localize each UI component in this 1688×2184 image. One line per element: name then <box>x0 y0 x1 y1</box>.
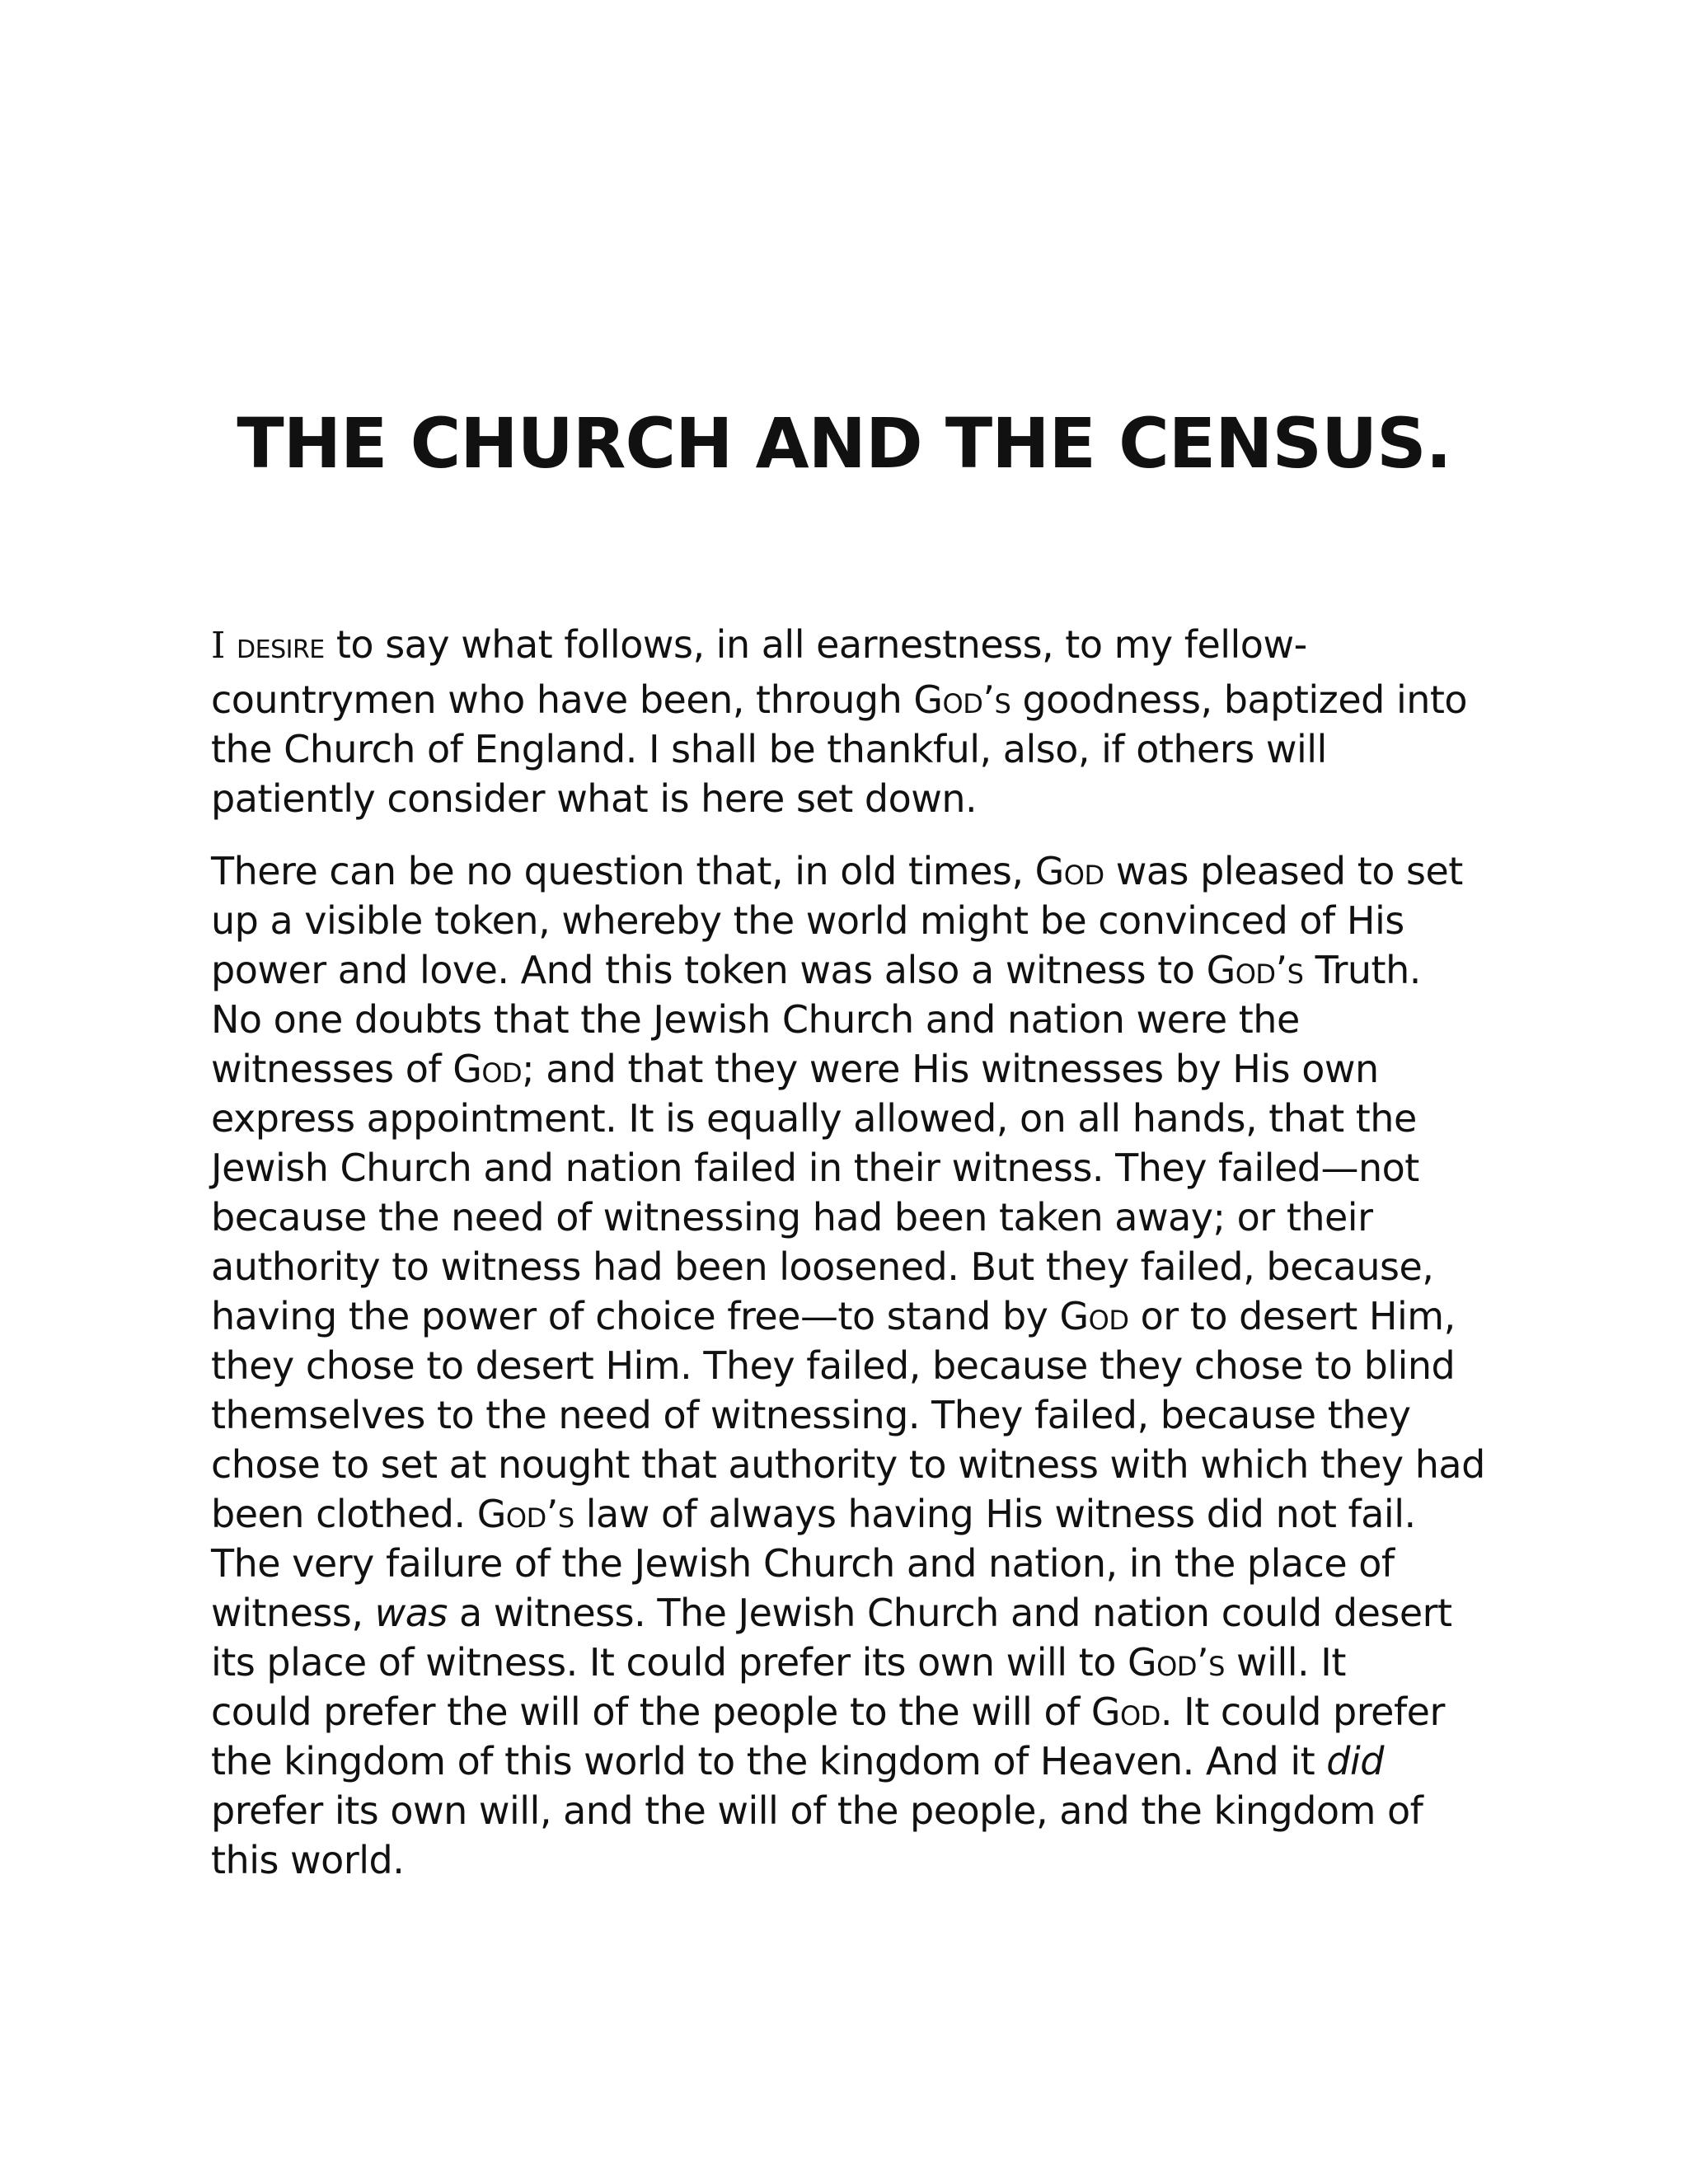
small-caps-word: God’s <box>1128 1640 1225 1685</box>
text-line <box>211 1044 1497 1094</box>
text-run: been clothed. <box>211 1492 477 1536</box>
text-run: prefer its own will, and the will of the people, and the kingdom of <box>211 1788 1423 1833</box>
text-run: a witness. The Jewish Church and nation could desert <box>447 1591 1452 1635</box>
text-run: patiently consider what is here set down. <box>211 776 978 821</box>
text-run: witnesses of <box>211 1047 453 1091</box>
text-run: Jewish Church and nation failed in their witness. They failed—not <box>211 1146 1419 1190</box>
text-line <box>211 675 1497 724</box>
text-line <box>211 774 1497 823</box>
text-run: this world. <box>211 1838 405 1882</box>
text-run: No one doubts that the Jewish Church and nation were the <box>211 997 1300 1042</box>
text-line <box>211 1736 1497 1786</box>
small-caps-word: God’s <box>1206 948 1304 992</box>
text-run: themselves to the need of witnessing. They failed, because they <box>211 1393 1411 1437</box>
text-run: will. It <box>1224 1640 1346 1685</box>
text-run: law of always having His witness did not fail. <box>574 1492 1416 1536</box>
text-line <box>211 724 1497 774</box>
text-line <box>211 1390 1497 1440</box>
text-line <box>211 1835 1497 1885</box>
text-line <box>211 1489 1497 1539</box>
text-run: countrymen who have been, through <box>211 677 914 722</box>
text-line <box>211 1588 1497 1638</box>
text-line <box>211 995 1497 1044</box>
text-line <box>211 1786 1497 1835</box>
text-line <box>211 1291 1497 1341</box>
text-line <box>211 1440 1497 1489</box>
text-run: up a visible token, whereby the world might be convinced of His <box>211 898 1404 943</box>
small-caps-word: God <box>452 1047 523 1091</box>
text-run: authority to witness had been loosened. But they failed, because, <box>211 1244 1434 1289</box>
text-run: witness, <box>211 1591 375 1635</box>
text-run: the kingdom of this world to the kingdom of Heaven. And it <box>211 1739 1327 1783</box>
text-run: . It could prefer <box>1160 1690 1445 1734</box>
text-line <box>211 896 1497 945</box>
text-run: express appointment. It is equally allowed, on all hands, that the <box>211 1096 1417 1141</box>
text-line <box>211 1687 1497 1736</box>
italic-emphasis: did <box>1326 1739 1384 1783</box>
paragraph-1 <box>211 620 1497 823</box>
small-caps-word: God’s <box>913 677 1011 722</box>
text-run: could prefer the will of the people to the will of <box>211 1690 1091 1734</box>
text-line <box>211 945 1497 995</box>
text-line <box>211 1193 1497 1242</box>
text-run: chose to set at nought that authority to witness with which they had <box>211 1442 1485 1487</box>
text-run <box>225 622 237 667</box>
text-run: ; and that they were His witnesses by His own <box>522 1047 1379 1091</box>
text-run: its place of witness. It could prefer its own will to <box>211 1640 1128 1685</box>
text-run: goodness, baptized into <box>1010 677 1468 722</box>
text-run: Truth. <box>1303 948 1421 992</box>
text-run: power and love. And this token was also a witness to <box>211 948 1207 992</box>
text-line <box>211 846 1497 896</box>
text-line <box>211 1539 1497 1588</box>
page-title: THE CHURCH AND THE CENSUS. <box>237 403 1451 484</box>
text-run: was pleased to set <box>1104 849 1463 893</box>
text-run: having the power of choice free—to stand by <box>211 1294 1060 1338</box>
text-line <box>211 620 1497 675</box>
small-caps-word: DESIRE <box>237 635 325 664</box>
small-caps-word: God’s <box>476 1492 574 1536</box>
text-run: or to desert Him, <box>1128 1294 1456 1338</box>
small-caps-word: God <box>1090 1690 1160 1734</box>
italic-emphasis: was <box>374 1591 448 1635</box>
text-run: to say what follows, in all earnestness, to my fellow- <box>324 622 1307 667</box>
initial-letter: I <box>211 625 225 667</box>
text-run: The very failure of the Jewish Church and nation, in the place of <box>211 1541 1395 1586</box>
text-line <box>211 1242 1497 1291</box>
text-line <box>211 1143 1497 1193</box>
paragraph-2 <box>211 846 1497 1885</box>
text-line <box>211 1638 1497 1687</box>
text-run: There can be no question that, in old times, <box>211 849 1035 893</box>
small-caps-word: God <box>1034 849 1104 893</box>
text-run: they chose to desert Him. They failed, because they chose to blind <box>211 1343 1456 1388</box>
text-run: the Church of England. I shall be thankful, also, if others will <box>211 727 1327 771</box>
text-run: because the need of witnessing had been taken away; or their <box>211 1195 1373 1240</box>
text-line <box>211 1094 1497 1143</box>
text-line <box>211 1341 1497 1390</box>
small-caps-word: God <box>1059 1294 1129 1338</box>
